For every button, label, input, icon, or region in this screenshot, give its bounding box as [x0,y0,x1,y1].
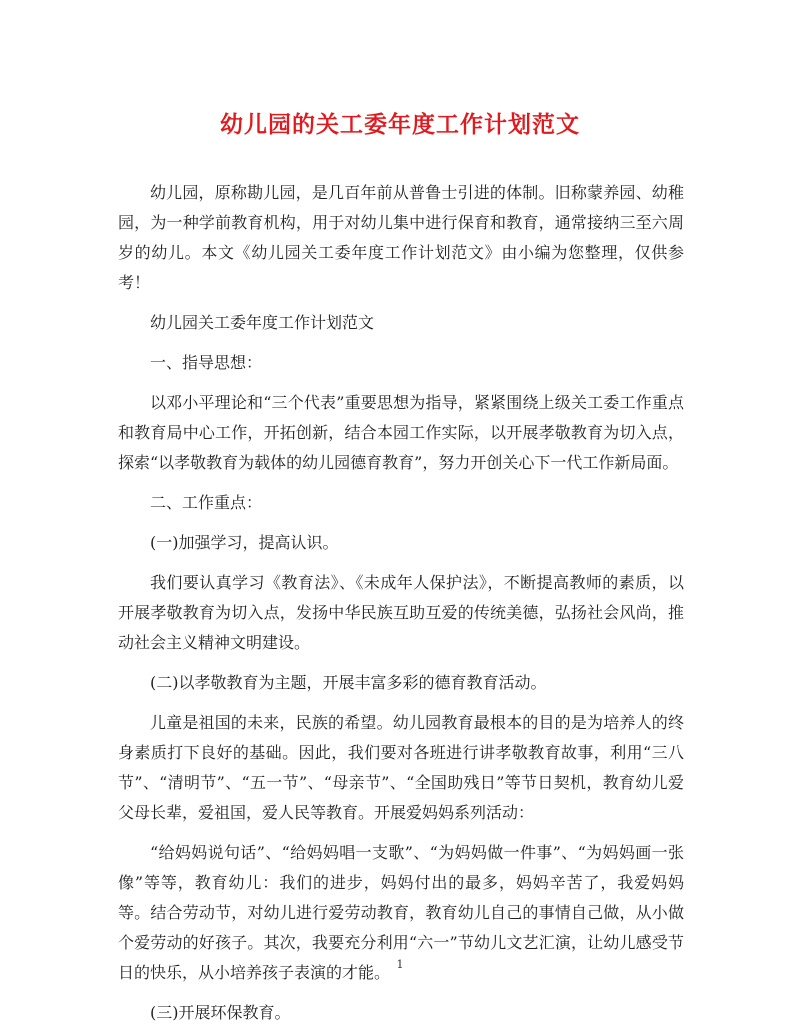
page-number: 1 [396,958,404,971]
document-body [118,178,684,1028]
heading-guiding-thought: 一、指导思想： [150,353,263,372]
heading-filial-education: (二)以孝敬教育为主题，开展丰富多彩的德育教育活动。 [150,673,547,692]
paragraph-guiding-thought: 以邓小平理论和“三个代表”重要思想为指导，紧紧围绕上级关工委工作重点和教育局中心工作，开拓创新，结合本园工作实际，以开展孝敬教育为切入点，探索“以孝敬教育为载体的幼儿园德育教育”，努力开创关心下一代工作新局面。 [118,393,684,472]
paragraph-study: 我们要认真学习《教育法》、《未成年人保护法》，不断提高教师的素质，以开展孝敬教育为切入点，发扬中华民族互助互爱的传统美德，弘扬社会风尚，推动社会主义精神文明建设。 [118,573,684,652]
paragraph-intro: 幼儿园，原称勘儿园，是几百年前从普鲁士引进的体制。旧称蒙养园、幼稚园，为一种学前教育机构，用于对幼儿集中进行保育和教育，通常接纳三至六周岁的幼儿。本文《幼儿园关工委年度工作计划范文》由小编为您整理，仅供参考！ [118,183,684,292]
paragraph-subtitle: 幼儿园关工委年度工作计划范文 [150,313,375,332]
heading-environmental-education: (三)开展环保教育。 [150,1003,291,1022]
paragraph-filial-education: 儿童是祖国的未来，民族的希望。幼儿园教育最根本的目的是为培养人的终身素质打下良好的基础。因此，我们要对各班进行讲孝敬教育故事，利用“三八节”、“清明节”、“五一节”、“母亲节”、“全国助残日”等节日契机，教育幼儿爱父母长辈，爱祖国，爱人民等教育。开展爱妈妈系列活动： [118,713,684,822]
heading-work-focus: 二、工作重点： [150,493,263,512]
heading-study: (一)加强学习，提高认识。 [150,533,339,552]
paragraph-mother-activities: “给妈妈说句话”、“给妈妈唱一支歌”、“为妈妈做一件事”、“为妈妈画一张像”等等，教育幼儿：我们的进步，妈妈付出的最多，妈妈辛苦了，我爱妈妈等。结合劳动节，对幼儿进行爱劳动教育，教育幼儿自己的事情自己做，从小做个爱劳动的好孩子。其次，我要充分利用“六一”节幼儿文艺汇演，让幼儿感受节日的快乐，从小培养孩子表演的才能。 [118,843,684,982]
document-title: 幼儿园的关工委年度工作计划范文 [220,111,580,138]
